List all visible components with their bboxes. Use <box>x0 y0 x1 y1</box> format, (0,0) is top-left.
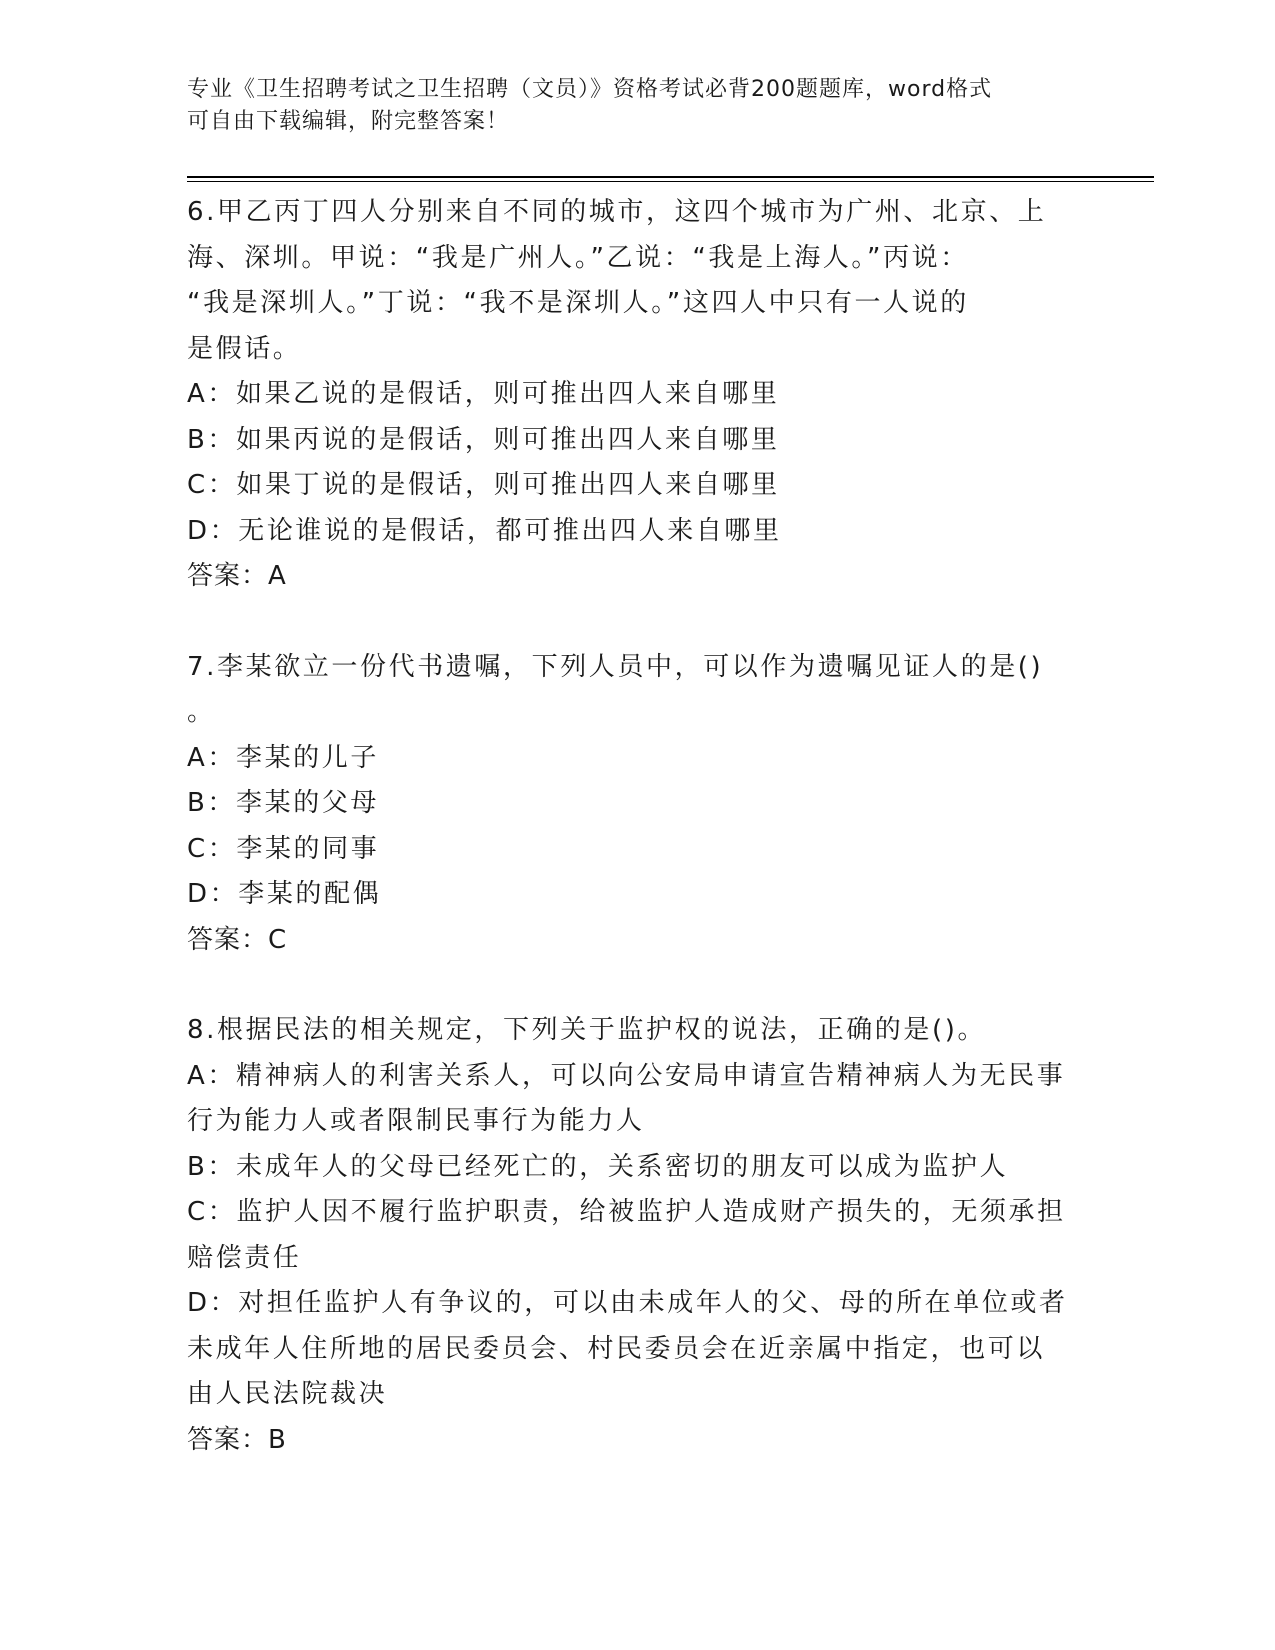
option-b: B：未成年人的父母已经死亡的，关系密切的朋友可以成为监护人 <box>187 1151 1009 1182</box>
header-line-1: 专业《卫生招聘考试之卫生招聘（文员）》资格考试必背200题题库，word格式 <box>187 77 993 102</box>
question-6 <box>187 190 1087 600</box>
question-text-line: 海、深圳。甲说：“我是广州人。”乙说：“我是上海人。”丙说： <box>187 242 969 273</box>
option-b: B：李某的父母 <box>187 788 380 818</box>
option-a: A：精神病人的利害关系人，可以向公安局申请宣告精神病人为无民事 <box>187 1060 1066 1091</box>
answer-label: 答案：C <box>187 924 288 955</box>
header-line-2: 可自由下载编辑，附完整答案！ <box>187 109 510 134</box>
option-c: C：监护人因不履行监护职责，给被监护人造成财产损失的，无须承担 <box>187 1197 1066 1227</box>
option-d-continued: 由人民法院裁决 <box>187 1379 388 1409</box>
option-a-continued: 行为能力人或者限制民事行为能力人 <box>187 1106 645 1136</box>
question-text-line: 。 <box>187 697 216 727</box>
question-7 <box>187 645 1087 964</box>
header-divider-thin <box>187 181 1154 182</box>
option-c-continued: 赔偿责任 <box>187 1242 302 1273</box>
question-list <box>187 190 1087 1463</box>
option-a: A：李某的儿子 <box>187 742 379 773</box>
option-c: C：李某的同事 <box>187 833 380 864</box>
question-text-line: 6.甲乙丙丁四人分别来自不同的城市，这四个城市为广州、北京、上 <box>187 197 1047 227</box>
option-d: D：无论谁说的是假话，都可推出四人来自哪里 <box>187 515 782 546</box>
option-d: D：对担任监护人有争议的，可以由未成年人的父、母的所在单位或者 <box>187 1288 1068 1318</box>
option-b: B：如果丙说的是假话，则可推出四人来自哪里 <box>187 424 780 455</box>
option-c: C：如果丁说的是假话，则可推出四人来自哪里 <box>187 470 780 500</box>
document-header <box>187 74 1067 138</box>
question-text-line: 8.根据民法的相关规定，下列关于监护权的说法，正确的是()。 <box>187 1015 987 1045</box>
header-divider <box>187 176 1154 178</box>
question-text-line: 是假话。 <box>187 333 302 364</box>
question-text-line: 7.李某欲立一份代书遗嘱，下列人员中，可以作为遗嘱见证人的是() <box>187 651 1044 682</box>
question-text-line: “我是深圳人。”丁说：“我不是深圳人。”这四人中只有一人说的 <box>187 288 969 318</box>
option-a: A：如果乙说的是假话，则可推出四人来自哪里 <box>187 379 780 409</box>
option-d: D：李某的配偶 <box>187 879 382 909</box>
answer-label: 答案：A <box>187 561 287 591</box>
question-8 <box>187 1008 1087 1463</box>
option-d-continued: 未成年人住所地的居民委员会、村民委员会在近亲属中指定，也可以 <box>187 1333 1046 1364</box>
answer-label: 答案：B <box>187 1424 287 1455</box>
